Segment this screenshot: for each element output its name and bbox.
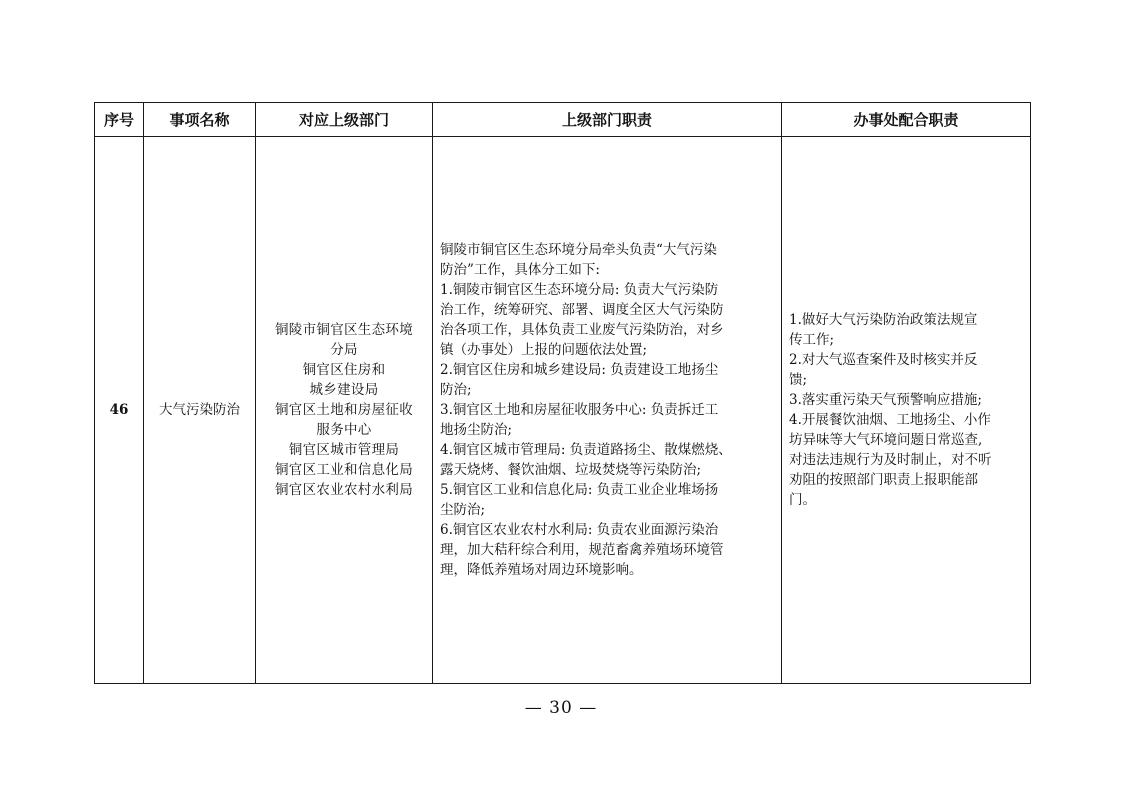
responsibility-line: 理，降低养殖场对周边环境影响。 (440, 562, 643, 578)
cooperation-line: 4.开展餐饮油烟、工地扬尘、小作 (789, 412, 991, 428)
department-line: 铜官区工业和信息化局 (275, 462, 413, 478)
responsibility-line: 3.铜官区土地和房屋征收服务中心: 负责拆迁工 (440, 402, 719, 418)
responsibility-line: 4.铜官区城市管理局: 负责道路扬尘、散煤燃烧、 (440, 442, 732, 458)
responsibility-table (94, 102, 1031, 684)
responsibility-line: 铜陵市铜官区生态环境分局牵头负责“大气污染 (440, 242, 717, 258)
cooperation-line: 3.落实重污染天气预警响应措施; (789, 392, 982, 408)
responsibility-line: 镇（办事处）上报的问题依法处置; (440, 342, 648, 358)
responsibility-line: 理，加大秸秆综合利用，规范畜禽养殖场环境管 (440, 542, 724, 558)
table-header-row (95, 103, 1031, 137)
department-line: 分局 (330, 342, 358, 358)
department-line: 铜陵市铜官区生态环境 (275, 322, 413, 338)
cooperation-line: 传工作; (789, 332, 835, 348)
cell-cooperation (782, 137, 1031, 684)
header-superior-responsibilities: 上级部门职责 (433, 103, 782, 137)
responsibility-line: 6.铜官区农业农村水利局: 负责农业面源污染治 (440, 522, 719, 538)
table-row (95, 137, 1031, 684)
header-item-name: 事项名称 (144, 103, 256, 137)
department-line: 铜官区土地和房屋征收 (275, 402, 413, 418)
page-number: — 30 — (524, 698, 598, 718)
department-line: 铜官区住房和 (302, 362, 386, 378)
cooperation-line: 馈; (789, 372, 808, 388)
cooperation-line: 门。 (789, 492, 816, 508)
responsibility-line: 防治”工作，具体分工如下: (440, 262, 600, 278)
cooperation-line: 对违法违规行为及时制止，对不听 (789, 452, 992, 468)
department-line: 服务中心 (316, 422, 372, 438)
department-line: 铜官区城市管理局 (288, 442, 400, 458)
responsibility-line: 治工作，统筹研究、部署、调度全区大气污染防 (440, 302, 724, 318)
header-superior-department: 对应上级部门 (256, 103, 433, 137)
cell-responsibilities (433, 137, 782, 684)
responsibility-line: 地扬尘防治; (440, 422, 513, 438)
cooperation-line: 1.做好大气污染防治政策法规宣 (789, 312, 978, 328)
department-line: 城乡建设局 (309, 382, 379, 398)
responsibility-line: 1.铜陵市铜官区生态环境分局: 负责大气污染防 (440, 282, 719, 298)
header-seq: 序号 (95, 103, 144, 137)
cooperation-line: 坊异味等大气环境问题日常巡查, (789, 432, 983, 448)
responsibility-line: 5.铜官区工业和信息化局: 负责工业企业堆场扬 (440, 482, 719, 498)
responsibility-line: 防治; (440, 382, 472, 398)
cooperation-line: 2.对大气巡查案件及时核实并反 (789, 352, 978, 368)
cell-seq: 46 (95, 137, 144, 684)
responsibility-line: 露天烧烤、餐饮油烟、垃圾焚烧等污染防治; (440, 462, 702, 478)
department-line: 铜官区农业农村水利局 (275, 482, 413, 498)
cell-item-name: 大气污染防治 (144, 137, 256, 684)
cell-departments (256, 137, 433, 684)
header-office-cooperation: 办事处配合职责 (782, 103, 1031, 137)
responsibility-line: 治各项工作，具体负责工业废气污染防治，对乡 (440, 322, 724, 338)
responsibility-line: 2.铜官区住房和城乡建设局: 负责建设工地扬尘 (440, 362, 719, 378)
cooperation-line: 劝阻的按照部门职责上报职能部 (789, 472, 978, 488)
responsibility-line: 尘防治; (440, 502, 486, 518)
